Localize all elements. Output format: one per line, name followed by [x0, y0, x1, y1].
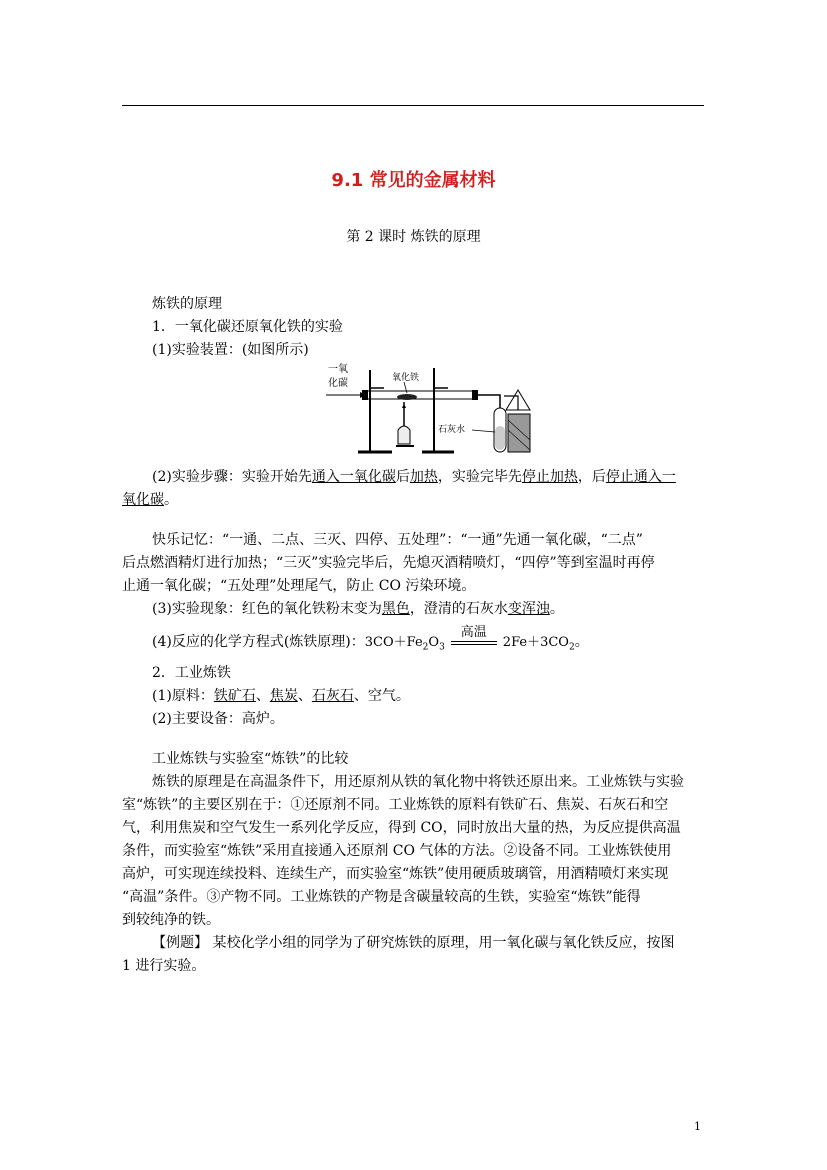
- raw-materials: [152, 685, 742, 707]
- eq-prefix: (4)反应的化学方程式(炼铁原理)：: [152, 634, 365, 650]
- item-2: 2．工业炼铁: [152, 665, 231, 681]
- comparison-line-2: 室“炼铁”的主要区别在于：①还原剂不同。工业炼铁的原料有铁矿石、焦炭、石灰石和空: [122, 797, 669, 813]
- step2-answer-4: 停止通入一: [605, 469, 676, 485]
- raw-prefix: (1)原料：: [152, 688, 214, 704]
- raw-answer-1: 铁矿石: [213, 688, 256, 704]
- page-number: 1: [694, 1120, 701, 1133]
- eq-condition: [449, 625, 499, 653]
- obs-text: ，澄清的石灰水: [409, 601, 508, 617]
- main-equipment: (2)主要设备：高炉。: [152, 711, 284, 727]
- step2-answer-4b: 氧化碳: [122, 492, 164, 508]
- header-rule: [122, 105, 704, 106]
- comparison-line-3: 气，利用焦炭和空气发生一系列化学反应，得到 CO，同时放出大量的热，为反应提供高温: [122, 820, 681, 836]
- equation-line: [152, 625, 742, 660]
- raw-answer-2: 焦炭: [269, 688, 298, 704]
- fe2o3-label: 氧化铁: [392, 373, 420, 383]
- memory-line-3: 止通一氧化碳；“五处理”处理尾气，防止 CO 污染环境。: [122, 578, 476, 594]
- eq-condition-text: 高温: [460, 625, 487, 640]
- raw-end: 、空气。: [353, 688, 410, 704]
- limewater-label: 石灰水: [438, 425, 466, 435]
- page-title: 9.1 常见的金属材料: [331, 170, 496, 191]
- obs-answer-2: 变浑浊: [507, 601, 550, 617]
- eq-left-o: O: [428, 635, 440, 650]
- example-line-1: 【例题】 某校化学小组的同学为了研究炼铁的原理，用一氧化碳与氧化铁反应，按图: [152, 935, 675, 951]
- step2-text: (2)实验步骤：实验开始先: [152, 469, 312, 485]
- page-subtitle: 第 2 课时 炼铁的原理: [346, 229, 481, 245]
- step-2-cont: [122, 489, 712, 511]
- item-1-1: (1)实验装置：(如图所示): [152, 342, 309, 358]
- step2-text: ，实验完毕先: [437, 469, 522, 485]
- memory-line-2: 后点燃酒精灯进行加热；“三灭”实验完毕后，先熄灭酒精喷灯，“四停”等到室温时再停: [122, 555, 655, 571]
- step2-text: ，后: [577, 469, 606, 485]
- apparatus-figure: [322, 360, 532, 460]
- co-label-1: 一氧: [328, 364, 348, 375]
- section-heading: 炼铁的原理: [152, 296, 222, 312]
- example-line-2: 1 进行实验。: [122, 958, 206, 974]
- step2-answer-1: 通入一氧化碳: [311, 469, 396, 485]
- step-2: [152, 466, 742, 488]
- obs-answer-1: 黑色: [381, 601, 410, 617]
- item-1: 1．一氧化碳还原氧化铁的实验: [152, 319, 343, 335]
- co-label-2: 化碳: [328, 378, 348, 389]
- raw-sep: 、: [297, 688, 312, 704]
- eq-sub: 3: [439, 642, 445, 653]
- eq-left: 3CO＋Fe: [364, 635, 423, 650]
- comparison-line-6: “高温”条件。③产物不同。工业炼铁的产物是含碳量较高的生铁，实验室“炼铁”能得: [122, 889, 641, 905]
- eq-end: 。: [574, 634, 589, 650]
- eq-right: 2Fe＋3CO: [502, 635, 569, 650]
- comparison-heading: 工业炼铁与实验室“炼铁”的比较: [152, 751, 349, 767]
- raw-sep: 、: [255, 688, 270, 704]
- memory-line-1: 快乐记忆：“一通、二点、三灭、四停、五处理”：“一通”先通一氧化碳，“二点”: [152, 532, 643, 548]
- raw-answer-3: 石灰石: [311, 688, 354, 704]
- step2-answer-3: 停止加热: [521, 469, 578, 485]
- eq-sub: 2: [568, 642, 575, 653]
- step2-end: 。: [164, 492, 178, 508]
- observation: [152, 598, 742, 620]
- obs-end: 。: [549, 601, 564, 617]
- comparison-line-4: 条件，而实验室“炼铁”采用直接通入还原剂 CO 气体的方法。②设备不同。工业炼铁使用: [122, 843, 672, 859]
- comparison-line-5: 高炉，可实现连续投料、连续生产，而实验室“炼铁”使用硬质玻璃管，用酒精喷灯来实现: [122, 866, 669, 882]
- step2-text: 后: [395, 469, 410, 485]
- comparison-line-7: 到较纯净的铁。: [122, 912, 220, 928]
- obs-text: (3)实验现象：红色的氧化铁粉末变为: [152, 601, 382, 617]
- eq-sub: 2: [422, 642, 429, 653]
- comparison-line-1: 炼铁的原理是在高温条件下，用还原剂从铁的氧化物中将铁还原出来。工业炼铁与实验: [152, 774, 684, 790]
- step2-answer-2: 加热: [409, 469, 438, 485]
